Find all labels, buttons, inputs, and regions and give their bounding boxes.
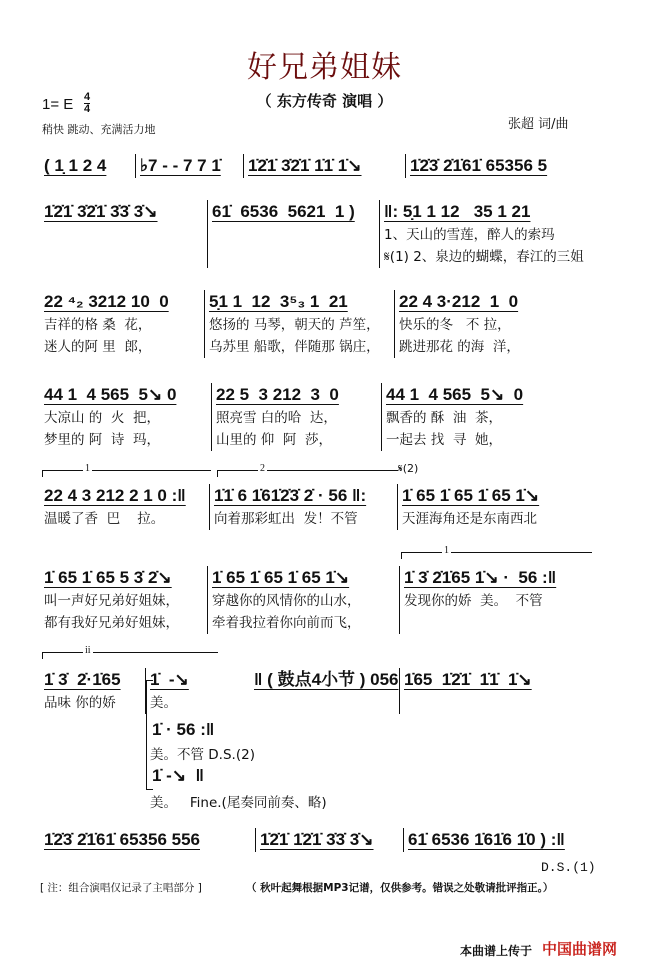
lyric-line: 牵着我拉着你向前而飞， [212, 615, 361, 631]
measure [40, 668, 146, 714]
lyric-line: 天涯海角还是东南西北 [402, 511, 537, 527]
score-line [40, 290, 602, 358]
measure [210, 484, 398, 530]
measure-notes: 1̇ -↘ [150, 670, 189, 689]
measure [40, 383, 212, 451]
measure [212, 383, 382, 451]
measure-notes: 22 5 3 212 3 0 [216, 385, 339, 404]
measure [208, 200, 380, 268]
ending-3-notes: 1̇ -↘ ‖ [152, 766, 204, 785]
measure-notes: 1̇2̇3̇ 2̇1̇61̇ 65356 556 [44, 830, 200, 849]
time-signature-bottom: 4 [84, 103, 91, 115]
score-line [40, 828, 602, 852]
lyric-line: 叫一声好兄弟好姐妹， [44, 593, 179, 609]
lyric-line: 悠扬的 马琴，朝天的 芦笙， [209, 317, 380, 333]
measure-notes: 1̇65 1̇2̇1̇ 1̇1̇ 1̇↘ [404, 670, 532, 689]
upload-label: 本曲谱上传于 [460, 944, 533, 958]
lyric-line: 温暖了香 巴 拉。 [44, 511, 165, 527]
measure-notes: 1̇ 65 1̇ 65 1̇ 65 1̇↘ [212, 568, 350, 587]
tempo-marking: 稍快 跳动、充满活力地 [42, 123, 156, 136]
measure-notes: ‖: 5̣1 1 12 35 1 21 [384, 202, 531, 221]
lyric-line: 都有我好兄弟好姐妹， [44, 615, 179, 631]
lyric-line: 向着那彩虹出 发！不管 [214, 511, 358, 527]
lyric-line: 跳进那花 的海 洋， [399, 339, 520, 355]
measure-notes: ‖ ( 鼓点4小节 ) 056 [254, 670, 399, 689]
measure-notes: 1̇ 65 1̇ 65 1̇ 65 1̇↘ [402, 486, 540, 505]
measure-notes: 22 ⁴₂ 3212 10 0 [44, 292, 169, 311]
measure [40, 484, 210, 530]
ending-2-lyric: 美。不管 D.S.(2) [150, 747, 255, 763]
score-line [40, 484, 602, 530]
measure-notes: 1̇2̇3̇ 2̇1̇61̇ 65356 5 [410, 156, 548, 175]
measure-notes: 1̇ 65 1̇ 65 5 3̇ 2̇↘ [44, 568, 172, 587]
measure-notes: 61̇ 6536 1̇61̇6 1̇0 ) :‖ [408, 830, 565, 849]
volta-label: 2 [260, 463, 265, 474]
lyric-line: 发现你的娇 美。 不管 [404, 593, 543, 609]
lyric-line: 飘香的 酥 油 茶， [386, 410, 502, 426]
ending-2-notes: 1̇ · 56 :‖ [152, 720, 215, 739]
measure-notes: 61̇ 6536 5621 1 ) [212, 202, 355, 221]
measure [398, 484, 602, 530]
lyric-line: 吉祥的格 桑 花， [44, 317, 152, 333]
measure [208, 566, 400, 634]
measure [40, 828, 256, 852]
measure [136, 154, 244, 178]
volta-label: 1 [85, 463, 90, 474]
measure-notes: 1̇2̇1̇ 3̇2̇1̇ 1̇1̇ 1̇↘ [248, 156, 362, 175]
lyric-line: 迷人的阿 里 郎， [44, 339, 152, 355]
measure [256, 828, 404, 852]
lyric-line: 美。 [150, 695, 177, 711]
volta-label: 1 [444, 545, 449, 556]
score-line [40, 566, 602, 634]
measure [382, 383, 602, 451]
measure-notes: 1̇2̇1̇ 1̇2̇1̇ 3̇3̇ 3̇↘ [260, 830, 374, 849]
measure [250, 668, 400, 714]
score-line [40, 668, 602, 714]
lyric-line: 山里的 仰 阿 莎， [216, 432, 332, 448]
author-credit: 张超 词/曲 [508, 117, 569, 132]
measure-notes: ♭7 - - 7 7 1̇ [140, 156, 221, 175]
measure [406, 154, 602, 178]
measure-notes: 1̇ 3̇ 2̇·1̇65 [44, 670, 121, 689]
measure [404, 828, 602, 852]
score-line [40, 383, 602, 451]
lyric-line: 1、天山的雪莲，醉人的索玛 [384, 227, 555, 243]
performer: （ 东方传奇 演唱 ） [256, 92, 393, 110]
volta-bracket-1 [42, 463, 211, 477]
lyric-line: 品味 你的娇 [44, 695, 116, 711]
song-title: 好兄弟姐妹 [247, 50, 402, 85]
measure [380, 200, 602, 268]
lyric-line: 穿越你的风情你的山水， [212, 593, 361, 609]
measure [146, 668, 250, 714]
measure [400, 566, 602, 634]
lyric-line: 快乐的冬 不 拉， [399, 317, 511, 333]
lyric-line: 一起去 找 寻 她， [386, 432, 502, 448]
measure [395, 290, 602, 358]
ds-marking: D.S.(1) [541, 860, 596, 875]
footer-source: （ 秋叶起舞根据MP3记谱，仅供参考。错误之处敬请批评指正。） [246, 882, 554, 894]
segno-2: 𝄋(2) [398, 462, 419, 475]
key-signature: 1= E [42, 96, 74, 113]
measure-notes: 1̇ 3̇ 2̇1̇65 1̇↘ · 56 :‖ [404, 568, 557, 587]
measure [205, 290, 395, 358]
volta-label: ii [85, 645, 91, 656]
measure-notes: 1̇2̇1̇ 3̇2̇1̇ 3̇3̇ 3̇↘ [44, 202, 158, 221]
measure [40, 566, 208, 634]
site-logo[interactable]: 中国曲谱网 [542, 940, 618, 958]
volta-bracket-2 [217, 463, 398, 477]
measure [40, 200, 208, 268]
measure [40, 154, 136, 178]
measure-notes: 22 4 3 212 2 1 0 :‖ [44, 486, 186, 505]
measure [244, 154, 406, 178]
measure-notes: 1̇1̇ 6 1̇61̇2̇3̇ 2̇ · 56 ‖: [214, 486, 367, 505]
ending-3-lyric: 美。 Fine.(尾奏同前奏、略) [150, 795, 327, 811]
measure-notes: ( 1̣ 1 2 4 [44, 156, 107, 175]
lyric-line: 大凉山 的 火 把， [44, 410, 160, 426]
time-signature [84, 92, 90, 115]
time-signature-top: 4 [84, 91, 91, 103]
measure [40, 290, 205, 358]
measure-notes: 44 1 4 565 5↘ 0 [386, 385, 524, 404]
lyric-line: 梦里的 阿 诗 玛， [44, 432, 160, 448]
measure-notes: 22 4 3·212 1 0 [399, 292, 519, 311]
footer-note: [ 注：组合演唱仅记录了主唱部分 ] [40, 882, 202, 894]
score-line [40, 154, 602, 178]
measure-notes: 5̣1 1 12 3⁵₃ 1 21 [209, 292, 348, 311]
lyric-line: 照亮雪 白的哈 达， [216, 410, 337, 426]
score-line [40, 200, 602, 268]
volta-bracket-3 [401, 545, 592, 559]
volta-bracket-4 [42, 645, 218, 659]
measure [400, 668, 602, 714]
lyric-line: 𝄋(1) 2、泉边的蝴蝶，春江的三姐 [384, 249, 584, 265]
lyric-line: 乌苏里 船歌，伴随那 锅庄， [209, 339, 380, 355]
measure-notes: 44 1 4 565 5↘ 0 [44, 385, 177, 404]
